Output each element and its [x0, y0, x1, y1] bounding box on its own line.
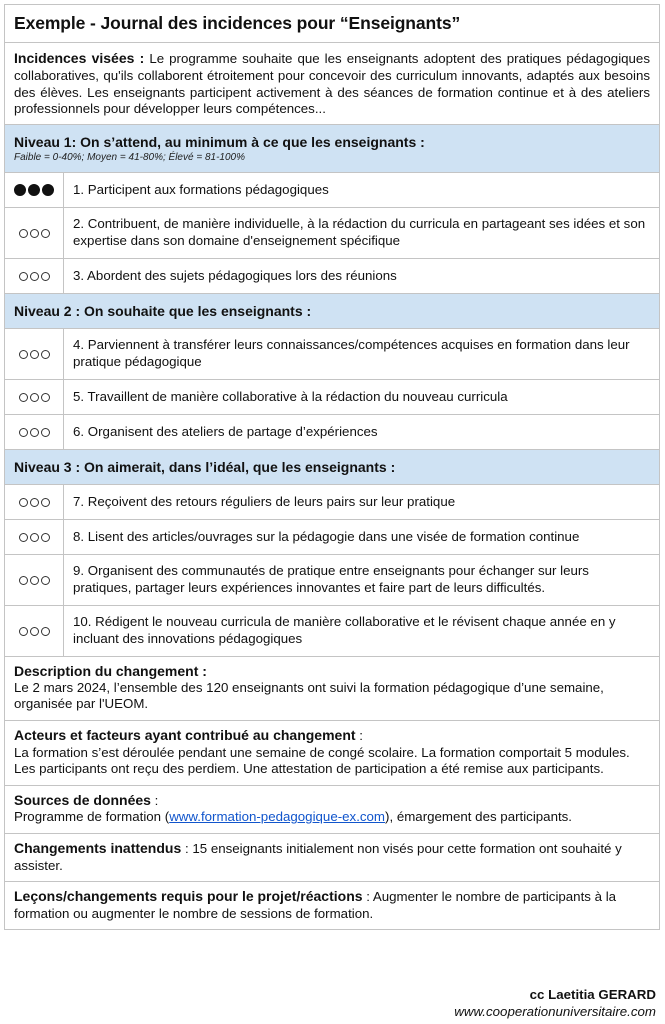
indicator-row: [5, 259, 659, 294]
empty-circle-icon[interactable]: [30, 393, 39, 402]
empty-circle-icon[interactable]: [19, 229, 28, 238]
level-3-title: Niveau 3 : On aimerait, dans l’idéal, que les enseignants :: [14, 459, 396, 476]
change-description: [5, 657, 659, 721]
data-sources-label: Sources de données: [14, 791, 151, 808]
rating-dots[interactable]: [5, 329, 64, 379]
rating-dots[interactable]: [5, 520, 64, 554]
contributing-actors-text: La formation s’est déroulée pendant une semaine de congé scolaire. La formation comportait 5 modules. Les participants ont reçu des perdiem. Une attestation de participation a été remise aux participants.: [14, 744, 630, 777]
page-title: Exemple - Journal des incidences pour “Enseignants”: [5, 5, 659, 43]
rating-dots[interactable]: [5, 555, 64, 605]
empty-circle-icon[interactable]: [19, 498, 28, 507]
empty-circle-icon[interactable]: [41, 498, 50, 507]
incidence-journal-sheet: [4, 4, 660, 930]
empty-circle-icon[interactable]: [41, 350, 50, 359]
empty-circle-icon[interactable]: [19, 627, 28, 636]
empty-circle-icon[interactable]: [41, 229, 50, 238]
data-sources-text-before: Programme de formation (: [14, 809, 170, 825]
contributing-actors: [5, 721, 659, 786]
empty-circle-icon[interactable]: [30, 428, 39, 437]
empty-circle-icon[interactable]: [30, 350, 39, 359]
empty-circle-icon[interactable]: [41, 533, 50, 542]
level-2-header: [5, 294, 659, 329]
level-3-header: [5, 450, 659, 485]
empty-circle-icon[interactable]: [30, 229, 39, 238]
level-2-title: Niveau 2 : On souhaite que les enseignants :: [14, 303, 312, 320]
empty-circle-icon[interactable]: [19, 533, 28, 542]
empty-circle-icon[interactable]: [19, 272, 28, 281]
empty-circle-icon[interactable]: [19, 350, 28, 359]
indicator-row: [5, 415, 659, 450]
label-separator: :: [150, 792, 159, 808]
empty-circle-icon[interactable]: [19, 428, 28, 437]
empty-circle-icon[interactable]: [30, 576, 39, 585]
rating-dots[interactable]: [5, 485, 64, 519]
indicator-text: 2. Contribuent, de manière individuelle, à la rédaction du curricula en partageant ses idées et son expertise dans son domaine d'enseignement spécifique: [73, 216, 646, 249]
rating-dots[interactable]: [5, 415, 64, 449]
change-description-label: Description du changement :: [14, 663, 207, 680]
data-sources: [5, 786, 659, 834]
rating-dots[interactable]: [5, 208, 64, 258]
scale-legend: Faible = 0-40%; Moyen = 41-80%; Élevé = 81-100%: [14, 152, 245, 164]
intended-incidences-label: Incidences visées :: [14, 50, 145, 66]
credit: [454, 986, 656, 1020]
empty-circle-icon[interactable]: [30, 272, 39, 281]
indicator-text: 7. Reçoivent des retours réguliers de leurs pairs sur leur pratique: [73, 493, 456, 509]
indicator-row: [5, 329, 659, 380]
intended-incidences: [5, 43, 659, 125]
unexpected-changes-label: Changements inattendus: [14, 839, 182, 856]
indicator-text: 3. Abordent des sujets pédagogiques lors des réunions: [73, 267, 397, 283]
lessons-learned-label: Leçons/changements requis pour le projet/réactions: [14, 888, 363, 905]
unexpected-changes: [5, 834, 659, 882]
empty-circle-icon[interactable]: [30, 498, 39, 507]
lessons-learned-text: : Augmenter le nombre de participants à la formation ou augmenter le nombre de sessions de formation.: [14, 889, 617, 921]
empty-circle-icon[interactable]: [30, 627, 39, 636]
data-sources-text-after: ), émargement des participants.: [385, 809, 572, 825]
level-1-title: Niveau 1: On s’attend, au minimum à ce que les enseignants :: [14, 134, 425, 151]
empty-circle-icon[interactable]: [41, 627, 50, 636]
credit-author: cc Laetitia GERARD: [529, 987, 656, 1002]
empty-circle-icon[interactable]: [41, 428, 50, 437]
indicator-row: [5, 555, 659, 606]
empty-circle-icon[interactable]: [41, 272, 50, 281]
indicator-text: 8. Lisent des articles/ouvrages sur la pédagogie dans une visée de formation continue: [73, 528, 580, 544]
indicator-row: [5, 208, 659, 259]
empty-circle-icon[interactable]: [41, 576, 50, 585]
change-description-text: Le 2 mars 2024, l’ensemble des 120 enseignants ont suivi la formation pédagogique d’une semaine, organisée par l'UEOM.: [14, 679, 604, 712]
rating-dots[interactable]: [5, 606, 64, 656]
credit-website: www.cooperationuniversitaire.com: [454, 1004, 656, 1019]
rating-dots[interactable]: [5, 259, 64, 293]
filled-circle-icon[interactable]: [28, 184, 40, 196]
empty-circle-icon[interactable]: [19, 576, 28, 585]
lessons-learned: [5, 882, 659, 929]
label-separator: :: [355, 727, 363, 743]
indicator-text: 4. Parviennent à transférer leurs connaissances/compétences acquises en formation dans leur pratique pédagogique: [73, 337, 630, 370]
empty-circle-icon[interactable]: [30, 533, 39, 542]
unexpected-changes-text: : 15 enseignants initialement non visés pour cette formation ont souhaité y assister.: [14, 840, 622, 873]
rating-dots[interactable]: [5, 173, 64, 207]
indicator-text: 5. Travaillent de manière collaborative à la rédaction du nouveau curricula: [73, 388, 508, 404]
indicator-text: 1. Participent aux formations pédagogiques: [73, 181, 329, 197]
indicator-row: [5, 485, 659, 520]
indicator-row: [5, 606, 659, 657]
indicator-text: 10. Rédigent le nouveau curricula de manière collaborative et le révisent chaque année en y incluant des innovations pédagogiques: [73, 614, 616, 647]
training-program-link[interactable]: www.formation-pedagogique-ex.com: [169, 809, 386, 825]
empty-circle-icon[interactable]: [41, 393, 50, 402]
indicator-text: 9. Organisent des communautés de pratique entre enseignants pour échanger sur leurs pratiques, partager leurs expériences innovantes et faire part de leurs difficultés.: [73, 563, 589, 596]
empty-circle-icon[interactable]: [19, 393, 28, 402]
contributing-actors-label: Acteurs et facteurs ayant contribué au changement: [14, 726, 356, 743]
indicator-row: [5, 380, 659, 415]
indicator-row: [5, 173, 659, 208]
filled-circle-icon[interactable]: [42, 184, 54, 196]
rating-dots[interactable]: [5, 380, 64, 414]
indicator-row: [5, 520, 659, 555]
indicator-text: 6. Organisent des ateliers de partage d’expériences: [73, 423, 378, 439]
level-1-header: [5, 125, 659, 173]
filled-circle-icon[interactable]: [14, 184, 26, 196]
intended-incidences-text: Le programme souhaite que les enseignants adoptent des pratiques pédagogiques collaboratives, qu'ils collaborent étroitement pour concevoir des curriculum innovants, adaptés aux besoins des élèves. Les enseignants participent activement à des séances de formation continue et à des ateliers professionnels pour développer leurs compétences...: [14, 51, 650, 117]
